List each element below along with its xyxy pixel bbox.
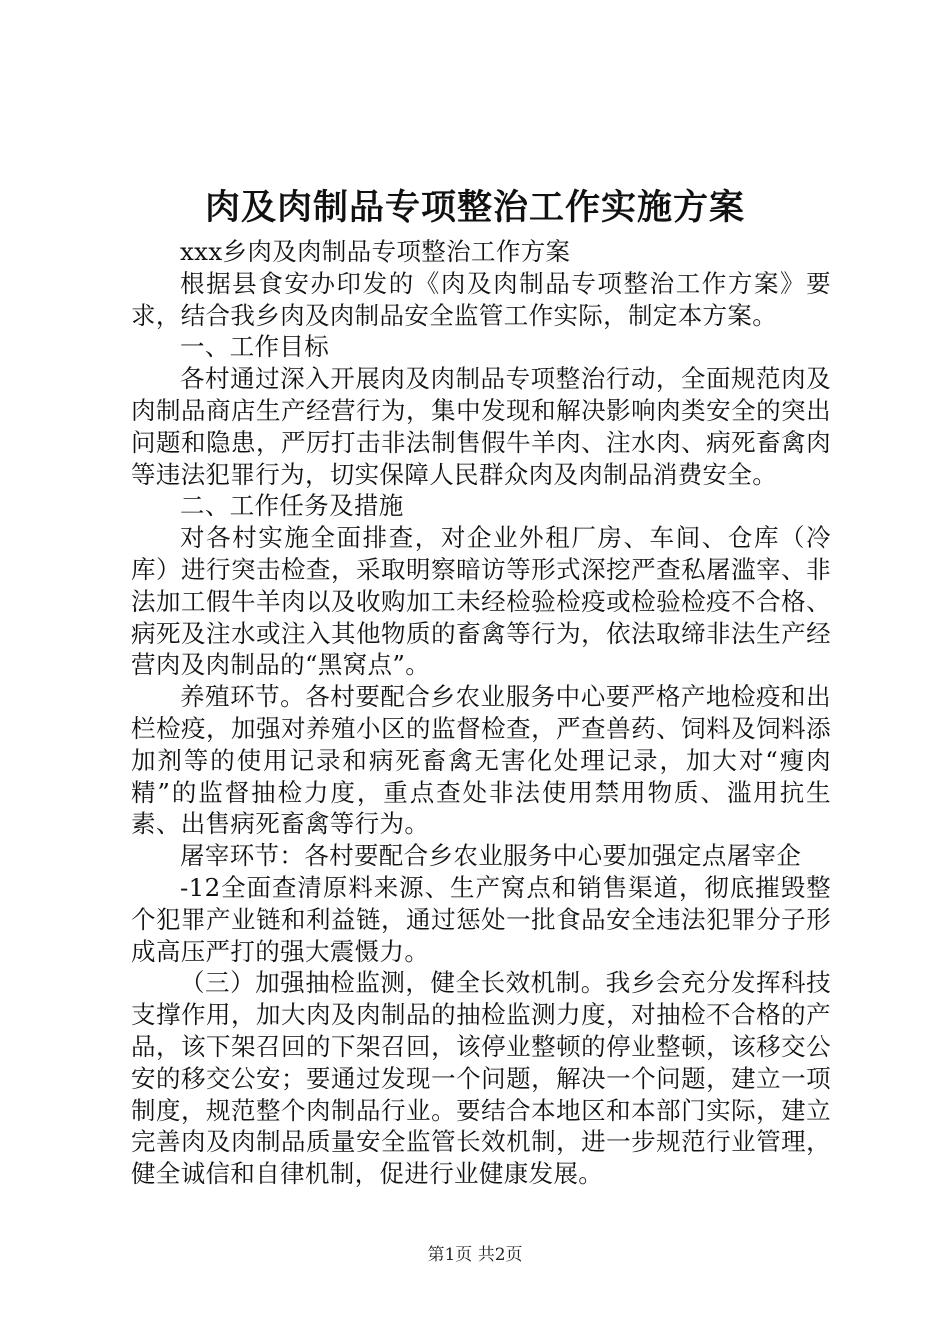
section-heading-goals: 一、工作目标 (180, 332, 330, 362)
intro-paragraph: 根据县食安办印发的《肉及肉制品专项整治工作方案》要求，结合我乡肉及肉制品安全监管工作实际，制定本方案。 (131, 268, 831, 330)
slaughter-paragraph: 屠宰环节：各村要配合乡农业服务中心要加强定点屠宰企 (180, 841, 802, 871)
document-title: 肉及肉制品专项整治工作实施方案 (204, 187, 745, 228)
subtitle-paragraph: xxx乡肉及肉制品专项整治工作方案 (180, 237, 571, 266)
document-body (131, 236, 831, 1190)
inspection-paragraph: （三）加强抽检监测，健全长效机制。我乡会充分发挥科技支撑作用，加大肉及肉制品的抽检监测力度，对抽检不合格的产品，该下架召回的下架召回，该停业整顿的停业整顿，该移交公安的移交公安；要通过发现一个问题，解决一个问题，建立一项制度，规范整个肉制品行业。要结合本地区和本部门实际，建立完善肉及肉制品质量安全监管长效机制，进一步规范行业管理，健全诚信和自律机制，促进行业健康发展。 (131, 968, 831, 1189)
section-heading-tasks: 二、工作任务及措施 (180, 491, 404, 521)
breeding-paragraph: 养殖环节。各村要配合乡农业服务中心要严格产地检疫和出栏检疫，加强对养殖小区的监督检查，严查兽药、饲料及饲料添加剂等的使用记录和病死畜禽无害化处理记录，加大对“瘦肉精”的监督抽检力度，重点查处非法使用禁用物质、滥用抗生素、出售病死畜禽等行为。 (131, 682, 831, 839)
crackdown-paragraph: -12全面查清原料来源、生产窝点和销售渠道，彻底摧毁整个犯罪产业链和利益链，通过惩处一批食品安全违法犯罪分子形成高压严打的强大震慑力。 (131, 872, 831, 966)
tasks-paragraph: 对各村实施全面排查，对企业外租厂房、车间、仓库（冷库）进行突击检查，采取明察暗访等形式深挖严查私屠滥宰、非法加工假牛羊肉以及收购加工未经检验检疫或检验检疫不合格、病死及注水或注入其他物质的畜禽等行为，依法取缔非法生产经营肉及肉制品的“黑窝点”。 (131, 523, 831, 680)
goals-paragraph: 各村通过深入开展肉及肉制品专项整治行动，全面规范肉及肉制品商店生产经营行为，集中发现和解决影响肉类安全的突出问题和隐患，严厉打击非法制售假牛羊肉、注水肉、病死畜禽肉等违法犯罪行为，切实保障人民群众肉及肉制品消费安全。 (131, 364, 831, 489)
page-number-footer: 第1页 共2页 (427, 1245, 523, 1265)
